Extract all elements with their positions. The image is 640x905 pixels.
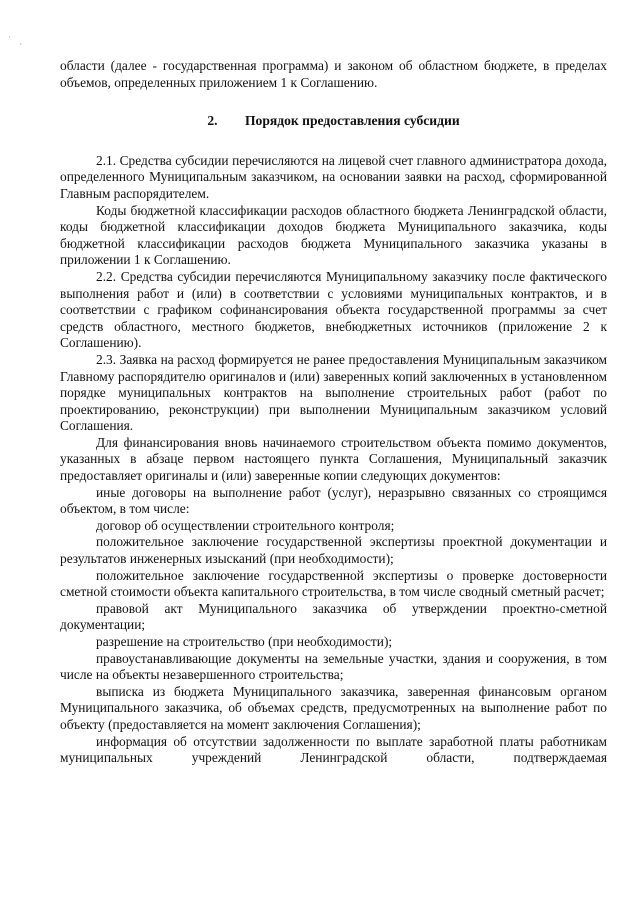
section-heading: [60, 113, 607, 130]
paragraph-2-1: 2.1. Средства субсидии перечисляются на лицевой счет главного администратора дохода, определенного Муниципальным заказчиком, на основании заявки на расход, сформированной Главным распорядителем.: [60, 152, 607, 201]
intro-paragraph: области (далее - государственная программа) и законом об областном бюджете, в пределах объемов, определенных приложением 1 к Соглашению.: [60, 58, 607, 90]
list-item-budget-extract: выписка из бюджета Муниципального заказчика, заверенная финансовым органом Муниципального заказчика, об объемах средств, предусмотренных на выполнение работ по объекту (предоставляется на момент заключения Соглашения);: [60, 683, 607, 732]
list-item-construction-control: договор об осуществлении строительного контроля;: [96, 517, 395, 533]
list-item-permit: разрешение на строительство (при необходимости);: [96, 634, 393, 649]
paragraph-2-2: 2.2. Средства субсидии перечисляются Муниципальному заказчику после фактического выполнения работ и (или) в соответствии с условиями муниципальных контрактов, и в соответствии с графиком софинансирования объекта государственной программы за счет средств областного, местного бюджетов, внебюджетных источников (приложение 2 к Соглашению).: [60, 268, 607, 351]
document-page: [60, 58, 607, 767]
list-item-legal-act: правовой акт Муниципального заказчика об утверждении проектно-сметной документации;: [60, 600, 607, 633]
paragraph-financing: Для финансирования вновь начинаемого строительством объекта помимо документов, указанных в абзаце первом настоящего пункта Соглашения, Муниципальный заказчик предоставляет оригиналы и (или) заверенные копии следующих документов:: [60, 434, 607, 484]
list-item-no-debt-info: информация об отсутствии задолженности по выплате заработной платы работникам муниципальных учреждений Ленинградской области, подтверждаемая: [60, 733, 607, 766]
section-number: 2.: [207, 113, 218, 129]
section-title: Порядок предоставления субсидии: [244, 113, 460, 129]
list-item-contracts: иные договоры на выполнение работ (услуг), неразрывно связанных со строящимся объектом, в том числе:: [60, 484, 607, 517]
list-item-expertise-design: положительное заключение государственной экспертизы проектной документации и результатов инженерных изысканий (при необходимости);: [60, 534, 607, 567]
scan-marks: ˙ ˏ: [8, 35, 26, 45]
paragraph-codes: Коды бюджетной классификации расходов областного бюджета Ленинградской области, коды бюджетной классификации доходов бюджета Муниципального заказчика, коды бюджетной классификации расходов бюджета Муниципального заказчика указаны в приложении 1 к Соглашению.: [60, 202, 607, 268]
list-item-title-documents: правоустанавливающие документы на земельные участки, здания и сооружения, в том числе на объекты незавершенного строительства;: [60, 650, 607, 683]
list-item-expertise-cost: положительное заключение государственной экспертизы о проверке достоверности сметной стоимости объекта капитального строительства, в том числе сводный сметный расчет;: [60, 567, 607, 600]
paragraph-2-3: 2.3. Заявка на расход формируется не ранее предоставления Муниципальным заказчиком Главному распорядителю оригиналов и (или) заверенных копий заключенных в установленном порядке муниципальных контрактов на выполнение строительных работ (работ по проектированию, реконструкции) при выполнении Муниципальным заказчиком условий Соглашения.: [60, 351, 607, 434]
